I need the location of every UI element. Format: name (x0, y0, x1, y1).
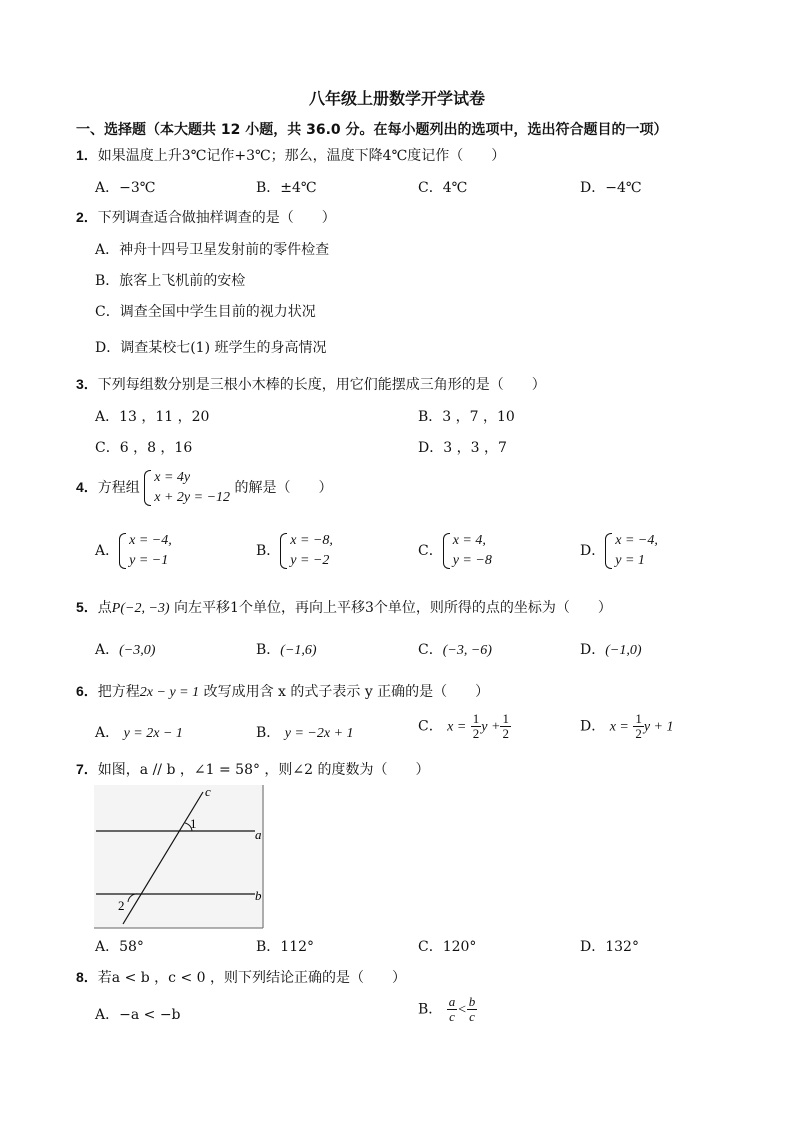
question-number: 4． (76, 479, 98, 495)
q4-option-c: C． x = 4, y = −8 (418, 531, 492, 571)
question-number: 1． (76, 147, 98, 163)
question-text: 如图，a // b ，∠1 = 58° ，则∠2 的度数为（ ） (97, 762, 430, 778)
q7-option-c: C．120° (418, 939, 477, 955)
page-title: 八年级上册数学开学试卷 (308, 89, 485, 108)
question-number: 5． (76, 599, 98, 615)
q6-option-b: B． y = −2x + 1 (256, 725, 354, 741)
q5-option-c: C．(−3, −6) (418, 642, 492, 658)
q6-option-a: A． y = 2x − 1 (95, 725, 183, 741)
point-label: P(−2, −3) (111, 601, 170, 616)
question-1 (76, 145, 505, 165)
q4-option-d: D． x = −4, y = 1 (580, 531, 658, 571)
q7-option-b: B．112° (256, 939, 315, 955)
question-number: 7． (76, 761, 98, 777)
q3-option-d: D．3 ，3 ，7 (418, 440, 507, 456)
question-text: 下列每组数分别是三根小木棒的长度，用它们能摆成三角形的是（ ） (97, 377, 546, 393)
q2-option-a: A．神舟十四号卫星发射前的零件检查 (95, 242, 330, 258)
q6-option-d: D． x = $\frac{1}{2}$ y + 1 (580, 711, 674, 741)
equation-system: x = 4y x + 2y = −12 (144, 468, 230, 508)
q4-option-b: B． x = −8, y = −2 (256, 531, 333, 571)
question-text: 下列调查适合做抽样调查的是（ ） (97, 210, 336, 226)
question-number: 6． (76, 683, 98, 699)
parallel-lines-figure (93, 784, 265, 929)
question-8 (76, 967, 406, 987)
label-b: b (255, 888, 262, 903)
q8-option-b: B． $\frac{a}{c}$ < $\frac{b}{c}$ (418, 994, 476, 1024)
q5-option-b: B．(−1,6) (256, 642, 317, 658)
question-text: 方程组 (97, 480, 140, 496)
question-5: 5．点P(−2, −3) 向左平移1个单位，再向上平移3个单位，则所得的点的坐标为（ ） (76, 599, 612, 616)
q2-option-c: C．调查全国中学生目前的视力状况 (95, 304, 316, 320)
q8-option-a: A．−a < −b (95, 1007, 181, 1023)
q2-option-b: B．旅客上飞机前的安检 (95, 273, 246, 289)
q7-option-a: A．58° (95, 939, 144, 955)
section-heading: 一、选择题（本大题共 12 小题，共 36.0 分。在每小题列出的选项中，选出符合题目的一项） (76, 122, 668, 138)
q4-option-a: A． x = −4, y = −1 (95, 531, 172, 571)
label-c: c (205, 784, 211, 799)
q6-option-c: C． x = $\frac{1}{2}$ y + $\frac{1}{2}$ (418, 711, 509, 741)
question-text: 如果温度上升3℃记作+3℃；那么，温度下降4℃度记作（ ） (97, 148, 506, 164)
question-6: 6．把方程2x − y = 1 改写成用含 x 的式子表示 y 正确的是（ ） (76, 683, 490, 700)
q7-option-d: D．132° (580, 939, 639, 955)
question-7 (76, 759, 430, 779)
q1-option-c: C．4℃ (418, 180, 468, 196)
q3-option-b: B．3 ，7 ，10 (418, 409, 515, 425)
q1-option-d: D．−4℃ (580, 180, 642, 196)
question-2 (76, 207, 336, 227)
q3-option-c: C．6 ，8 ，16 (95, 440, 193, 456)
label-angle-2: 2 (118, 898, 125, 913)
q5-option-d: D．(−1,0) (580, 642, 642, 658)
q3-option-a: A．13 ，11 ，20 (95, 409, 210, 425)
question-number: 3． (76, 376, 98, 392)
question-number: 8． (76, 969, 98, 985)
equation: 2x − y = 1 (139, 685, 200, 700)
question-text: 若a < b ，c < 0 ，则下列结论正确的是（ ） (97, 970, 407, 986)
q1-option-b: B．±4℃ (256, 180, 317, 196)
q1-option-a: A．−3℃ (95, 180, 156, 196)
q2-option-d: D．调查某校七(1) 班学生的身高情况 (95, 340, 327, 356)
label-angle-1: 1 (190, 816, 197, 831)
question-number: 2． (76, 209, 98, 225)
question-text: 的解是（ ） (234, 480, 333, 496)
q5-option-a: A．(−3,0) (95, 642, 156, 658)
label-a: a (255, 827, 262, 842)
question-3 (76, 374, 546, 394)
question-4 (76, 468, 332, 508)
